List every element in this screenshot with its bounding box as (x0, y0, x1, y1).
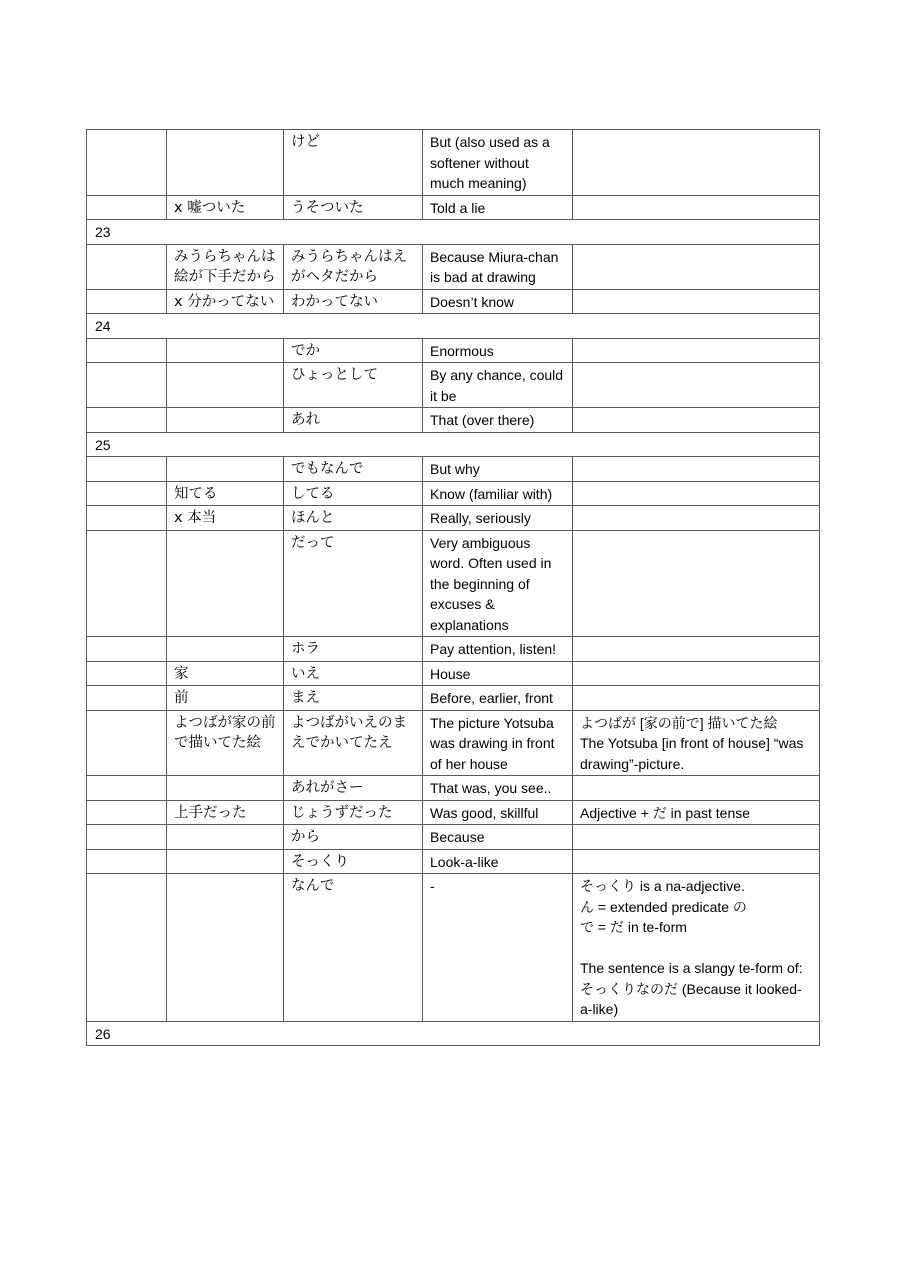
kanji-cell (167, 408, 284, 433)
note-line: そっくりなのだ (Because it looked-a-like) (580, 980, 802, 1017)
vocab-row (87, 195, 820, 220)
english-cell: Because (423, 825, 573, 850)
blank-cell (87, 289, 167, 314)
vocab-row (87, 874, 820, 1022)
kana-cell: まえ (284, 686, 423, 711)
kana-cell: あれ (284, 408, 423, 433)
blank-cell (87, 849, 167, 874)
blank-cell (87, 195, 167, 220)
kanji-cell: 上手だった (167, 800, 284, 825)
note-cell (573, 338, 820, 363)
english-cell: The picture Yotsuba was drawing in front of her house (423, 710, 573, 776)
blank-cell (87, 244, 167, 289)
note-cell (573, 776, 820, 801)
english-cell: - (423, 874, 573, 1022)
note-line: よつばが [家の前で] 描いてた絵 (580, 714, 778, 731)
kanji-cell: 知てる (167, 481, 284, 506)
kana-cell: いえ (284, 661, 423, 686)
kana-cell: けど (284, 130, 423, 196)
kanji-cell (167, 457, 284, 482)
note-cell (573, 506, 820, 531)
english-cell: House (423, 661, 573, 686)
vocabulary-table (86, 129, 820, 1046)
note-line: Adjective + だ in past tense (580, 804, 751, 821)
note-cell (573, 244, 820, 289)
english-cell: Doesn’t know (423, 289, 573, 314)
kana-cell: から (284, 825, 423, 850)
english-cell: Very ambiguous word. Often used in the beginning of excuses & explanations (423, 530, 573, 637)
note-cell (573, 800, 820, 825)
note-cell (573, 825, 820, 850)
kana-cell: うそついた (284, 195, 423, 220)
note-line: で = だ in te-form (580, 919, 687, 935)
kana-cell: ホラ (284, 637, 423, 662)
kanji-cell (167, 776, 284, 801)
blank-cell (87, 457, 167, 482)
english-cell: That (over there) (423, 408, 573, 433)
note-cell (573, 874, 820, 1022)
kanji-cell (167, 530, 284, 637)
blank-cell (87, 408, 167, 433)
vocab-row (87, 800, 820, 825)
blank-cell (87, 874, 167, 1022)
english-cell: Really, seriously (423, 506, 573, 531)
vocab-row (87, 481, 820, 506)
vocabulary-table-body (87, 130, 820, 1046)
blank-cell (87, 481, 167, 506)
vocab-row (87, 710, 820, 776)
vocab-row (87, 457, 820, 482)
note-cell (573, 195, 820, 220)
kanji-cell: x 嘘ついた (167, 195, 284, 220)
english-cell: But why (423, 457, 573, 482)
vocab-row (87, 363, 820, 408)
vocab-row (87, 130, 820, 196)
note-cell (573, 481, 820, 506)
kana-cell: なんで (284, 874, 423, 1022)
vocab-row (87, 338, 820, 363)
note-line: ん = extended predicate の (580, 898, 747, 915)
kanji-cell: x 本当 (167, 506, 284, 531)
english-cell: That was, you see.. (423, 776, 573, 801)
english-cell: By any chance, could it be (423, 363, 573, 408)
english-cell: Enormous (423, 338, 573, 363)
note-line: The sentence is a slangy te-form of: (580, 960, 803, 976)
kanji-cell: みうらちゃんは絵が下手だから (167, 244, 284, 289)
page-number-label: 25 (87, 432, 820, 457)
vocab-row (87, 686, 820, 711)
kanji-cell: x 分かってない (167, 289, 284, 314)
note-cell (573, 289, 820, 314)
vocab-row (87, 637, 820, 662)
english-cell: Pay attention, listen! (423, 637, 573, 662)
blank-cell (87, 530, 167, 637)
english-cell: Told a lie (423, 195, 573, 220)
english-cell: But (also used as a softener without much meaning) (423, 130, 573, 196)
vocab-row (87, 849, 820, 874)
page-group-row (87, 1021, 820, 1046)
kana-cell: してる (284, 481, 423, 506)
kanji-cell (167, 874, 284, 1022)
page-group-row (87, 314, 820, 339)
note-cell (573, 686, 820, 711)
blank-cell (87, 686, 167, 711)
vocab-row (87, 289, 820, 314)
note-cell (573, 849, 820, 874)
note-cell (573, 710, 820, 776)
blank-cell (87, 800, 167, 825)
vocab-row (87, 506, 820, 531)
vocab-row (87, 530, 820, 637)
page-number-label: 24 (87, 314, 820, 339)
english-cell: Because Miura-chan is bad at drawing (423, 244, 573, 289)
kanji-cell (167, 363, 284, 408)
kanji-cell: 家 (167, 661, 284, 686)
kana-cell: ほんと (284, 506, 423, 531)
vocab-row (87, 408, 820, 433)
blank-cell (87, 776, 167, 801)
english-cell: Look-a-like (423, 849, 573, 874)
blank-cell (87, 363, 167, 408)
note-cell (573, 130, 820, 196)
english-cell: Before, earlier, front (423, 686, 573, 711)
kanji-cell (167, 849, 284, 874)
blank-cell (87, 661, 167, 686)
note-cell (573, 363, 820, 408)
kanji-cell (167, 825, 284, 850)
kanji-cell: 前 (167, 686, 284, 711)
blank-cell (87, 710, 167, 776)
kana-cell: みうらちゃんはえがヘタだから (284, 244, 423, 289)
page-number-label: 23 (87, 220, 820, 245)
note-spacer (580, 938, 812, 959)
vocab-row (87, 244, 820, 289)
page-number-label: 26 (87, 1021, 820, 1046)
kana-cell: ひょっとして (284, 363, 423, 408)
note-cell (573, 408, 820, 433)
kanji-cell (167, 338, 284, 363)
vocab-row (87, 776, 820, 801)
page-group-row (87, 432, 820, 457)
vocab-row (87, 825, 820, 850)
note-cell (573, 457, 820, 482)
english-cell: Know (familiar with) (423, 481, 573, 506)
kanji-cell (167, 130, 284, 196)
kana-cell: よつばがいえのまえでかいてたえ (284, 710, 423, 776)
vocab-row (87, 661, 820, 686)
page-group-row (87, 220, 820, 245)
kana-cell: じょうずだった (284, 800, 423, 825)
blank-cell (87, 637, 167, 662)
kanji-cell (167, 637, 284, 662)
note-line: The Yotsuba [in front of house] “was drawing”-picture. (580, 735, 804, 772)
kana-cell: わかってない (284, 289, 423, 314)
note-cell (573, 661, 820, 686)
note-cell (573, 530, 820, 637)
kana-cell: でか (284, 338, 423, 363)
english-cell: Was good, skillful (423, 800, 573, 825)
kana-cell: だって (284, 530, 423, 637)
kana-cell: あれがさー (284, 776, 423, 801)
blank-cell (87, 825, 167, 850)
vocabulary-page (86, 129, 819, 1046)
kana-cell: そっくり (284, 849, 423, 874)
kanji-cell: よつばが家の前で描いてた絵 (167, 710, 284, 776)
blank-cell (87, 130, 167, 196)
blank-cell (87, 338, 167, 363)
blank-cell (87, 506, 167, 531)
note-cell (573, 637, 820, 662)
note-line: そっくり is a na-adjective. (580, 878, 745, 894)
kana-cell: でもなんで (284, 457, 423, 482)
